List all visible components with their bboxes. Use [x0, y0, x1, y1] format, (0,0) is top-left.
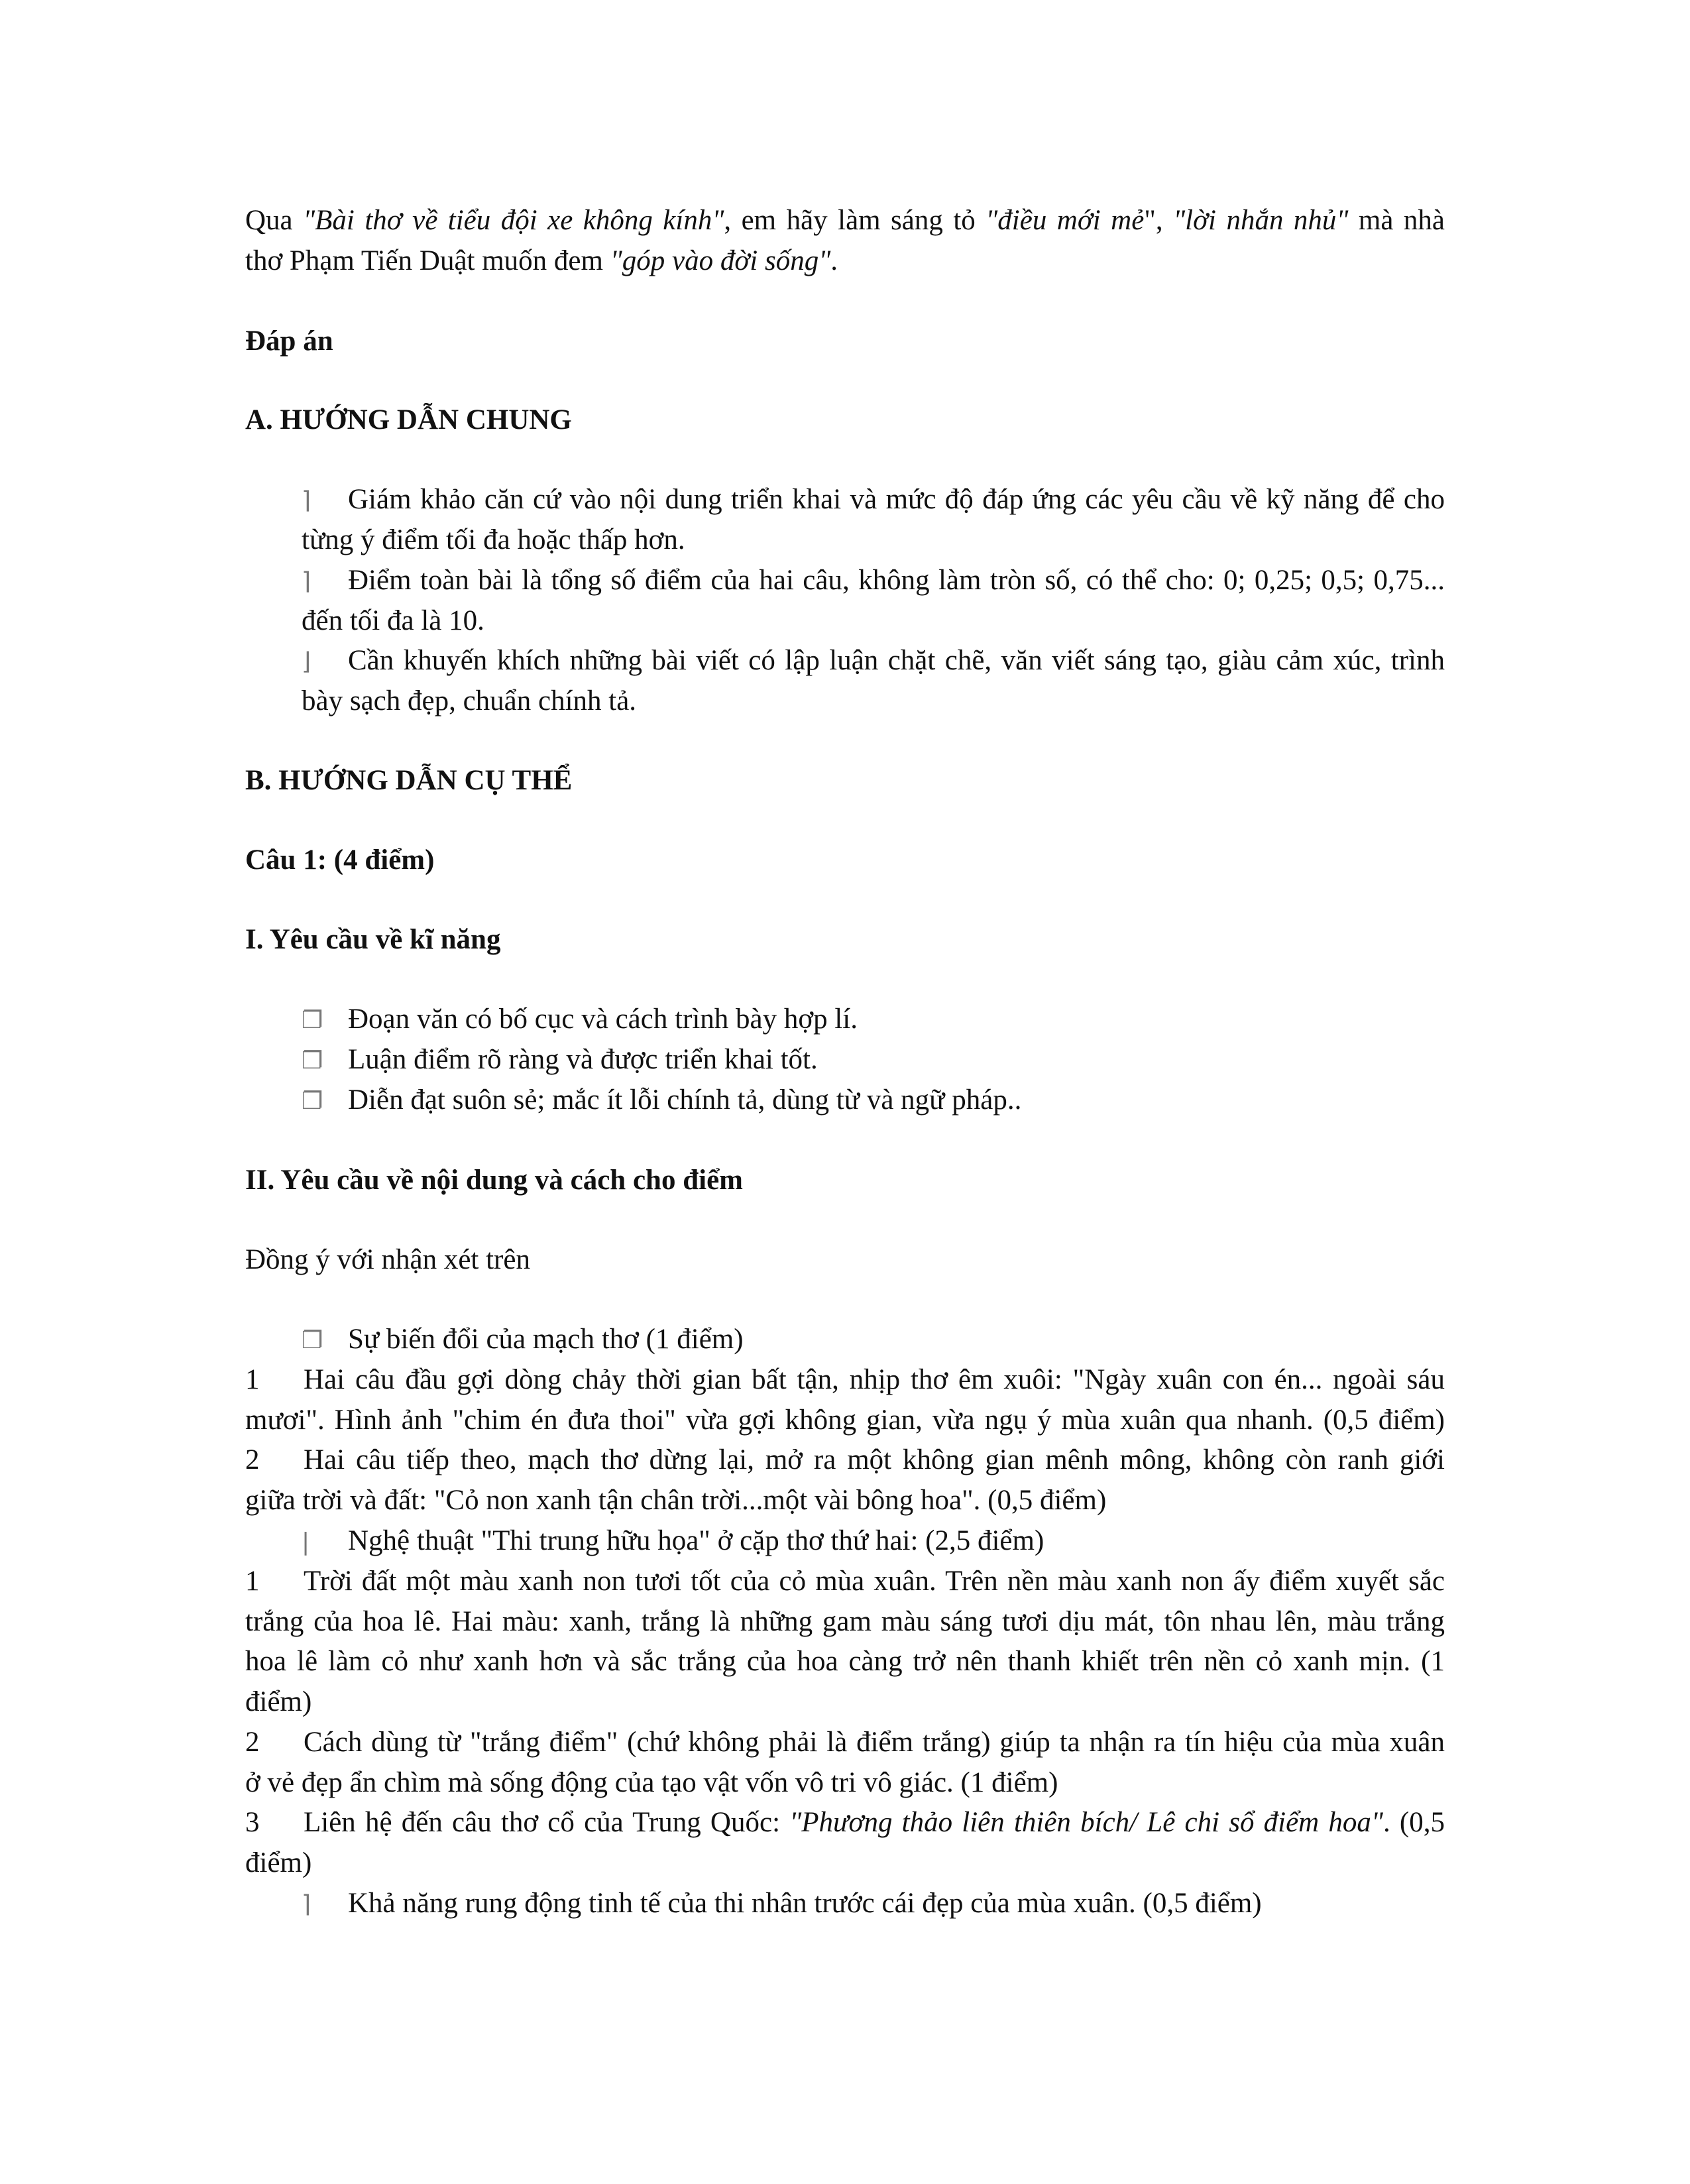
list-item-text: Diễn đạt suôn sẻ; mắc ít lỗi chính tả, dùng từ và ngữ pháp.. — [348, 1084, 1022, 1116]
intro-text: mà nhà — [1348, 205, 1445, 236]
skill-item — [302, 1080, 1445, 1121]
point-1-item-2-line-1 — [245, 1440, 1445, 1480]
bullet-icon: ⌉ — [302, 1891, 311, 1918]
intro-line-1 — [245, 200, 1445, 241]
bullet-icon: ⌉ — [302, 568, 311, 595]
section-a-item-2-line-1 — [302, 560, 1445, 602]
point-2-item-2-line-1 — [245, 1722, 1445, 1762]
point-1-item-2-line-2: giữa trời và đất: "Cỏ non xanh tận chân trời...một vài bông hoa". (0,5 điểm) — [245, 1485, 1107, 1516]
list-item-text: Luận điểm rõ ràng và được triển khai tốt. — [348, 1044, 818, 1075]
item-text: Hai câu đầu gợi dòng chảy thời gian bất tận, nhịp thơ êm xuôi: "Ngày xuân con én... ngoài sáu — [304, 1364, 1445, 1395]
checkbox-icon: ❐ — [302, 1007, 323, 1034]
point-2-item-2-line-2: ở vẻ đẹp ẩn chìm mà sống động của tạo vật vốn vô tri vô giác. (1 điểm) — [245, 1767, 1058, 1798]
checkbox-icon: ❐ — [302, 1327, 323, 1354]
bullet-icon: | — [302, 1528, 310, 1556]
skill-item — [302, 999, 1445, 1041]
bullet-icon: ⌉ — [302, 487, 311, 514]
list-item-text: Giám khảo căn cứ vào nội dung triển khai và mức độ đáp ứng các yêu cầu về kỹ năng để cho — [348, 484, 1445, 515]
section-a-item-3-line-1 — [302, 640, 1445, 682]
skills-heading: I. Yêu cầu về kĩ năng — [245, 924, 501, 955]
content-heading: II. Yêu cầu về nội dung và cách cho điểm — [245, 1165, 743, 1196]
quote-contribute: "góp vào đời sống" — [610, 245, 831, 276]
point-2-item-1-line-4: điểm) — [245, 1686, 312, 1717]
chinese-poem-quote: "Phương thảo liên thiên bích/ Lê chi sổ điểm hoa" — [789, 1807, 1383, 1838]
list-item-text: Điểm toàn bài là tổng số điểm của hai câu, không làm tròn số, có thể cho: 0; 0,25; 0,5; 0,75... — [348, 565, 1445, 596]
section-a-title: A. HƯỚNG DẪN CHUNG — [245, 404, 572, 435]
poem-title: "Bài thơ về tiểu đội xe không kính" — [303, 205, 724, 236]
intro-text: ", — [1144, 205, 1174, 236]
item-number: 2 — [245, 1444, 260, 1475]
point-1-heading — [302, 1319, 1445, 1361]
answer-heading: Đáp án — [245, 325, 333, 357]
section-a-item-1-line-2: từng ý điểm tối đa hoặc thấp hơn. — [302, 524, 685, 555]
checkbox-icon: ❐ — [302, 1047, 323, 1074]
list-item-text: Sự biến đổi của mạch thơ (1 điểm) — [348, 1324, 744, 1355]
section-a-item-2-line-2: đến tối đa là 10. — [302, 605, 484, 636]
intro-text: , em hãy làm sáng tỏ — [724, 205, 986, 236]
item-number: 1 — [245, 1364, 260, 1395]
list-item-text: Cần khuyến khích những bài viết có lập luận chặt chẽ, văn viết sáng tạo, giàu cảm xúc, trình — [348, 645, 1445, 676]
section-a-item-1-line-1 — [302, 479, 1445, 521]
bullet-icon: ⌋ — [302, 648, 311, 675]
point-2-item-1-line-1 — [245, 1561, 1445, 1601]
question-heading: Câu 1: (4 điểm) — [245, 844, 435, 876]
point-2-item-3-line-1 — [245, 1802, 1445, 1843]
point-3-heading — [302, 1883, 1445, 1925]
item-text: Cách dùng từ "trắng điểm" (chứ không phải là điểm trắng) giúp ta nhận ra tín hiệu của mùa xuân — [304, 1727, 1445, 1758]
quote-advice: "lời nhắn nhủ" — [1173, 205, 1349, 236]
item-text: . (0,5 — [1382, 1807, 1445, 1838]
item-number: 1 — [245, 1566, 260, 1597]
item-text: Hai câu tiếp theo, mạch thơ dừng lại, mở ra một không gian mênh mông, không còn ranh giới — [304, 1444, 1445, 1475]
list-item-text: Nghệ thuật "Thi trung hữu họa" ở cặp thơ thứ hai: (2,5 điểm) — [348, 1525, 1044, 1556]
section-a-item-3-line-2: bày sạch đẹp, chuẩn chính tả. — [302, 685, 637, 717]
section-b-title: B. HƯỚNG DẪN CỤ THỂ — [245, 765, 573, 796]
list-item-text: Khả năng rung động tinh tế của thi nhân trước cái đẹp của mùa xuân. (0,5 điểm) — [348, 1888, 1262, 1919]
item-text: Trời đất một màu xanh non tươi tốt của cỏ mùa xuân. Trên nền màu xanh non ấy điểm xuyết sắc — [304, 1566, 1445, 1597]
item-text: Liên hệ đến câu thơ cổ của Trung Quốc: — [304, 1807, 790, 1838]
point-2-item-3-line-2: điểm) — [245, 1847, 312, 1878]
agree-statement: Đồng ý với nhận xét trên — [245, 1244, 530, 1275]
list-item-text: Đoạn văn có bố cục và cách trình bày hợp lí. — [348, 1004, 858, 1035]
item-number: 3 — [245, 1807, 260, 1838]
point-2-heading — [302, 1521, 1445, 1562]
point-1-item-1-line-2: mươi". Hình ảnh "chim én đưa thoi" vừa gợi không gian, vừa ngụ ý mùa xuân qua nhanh. (0,5 điểm) — [245, 1405, 1445, 1436]
skill-item — [302, 1039, 1445, 1081]
point-2-item-1-line-3: hoa lê làm cỏ như xanh hơn và sắc trắng của hoa càng trở nên thanh khiết trên nền cỏ xanh mịn. (1 — [245, 1646, 1445, 1677]
intro-text: thơ Phạm Tiến Duật muốn đem — [245, 245, 610, 276]
checkbox-icon: ❐ — [302, 1088, 323, 1115]
intro-line-2 — [245, 241, 1445, 281]
point-2-item-1-line-2: trắng của hoa lê. Hai màu: xanh, trắng là những gam màu sáng tươi dịu mát, tôn nhau lên, màu trắng — [245, 1606, 1445, 1637]
point-1-item-1-line-1 — [245, 1359, 1445, 1400]
quote-new-thing: "điều mới mẻ — [986, 205, 1145, 236]
intro-text: Qua — [245, 205, 304, 236]
intro-text: . — [830, 245, 838, 276]
item-number: 2 — [245, 1727, 260, 1758]
